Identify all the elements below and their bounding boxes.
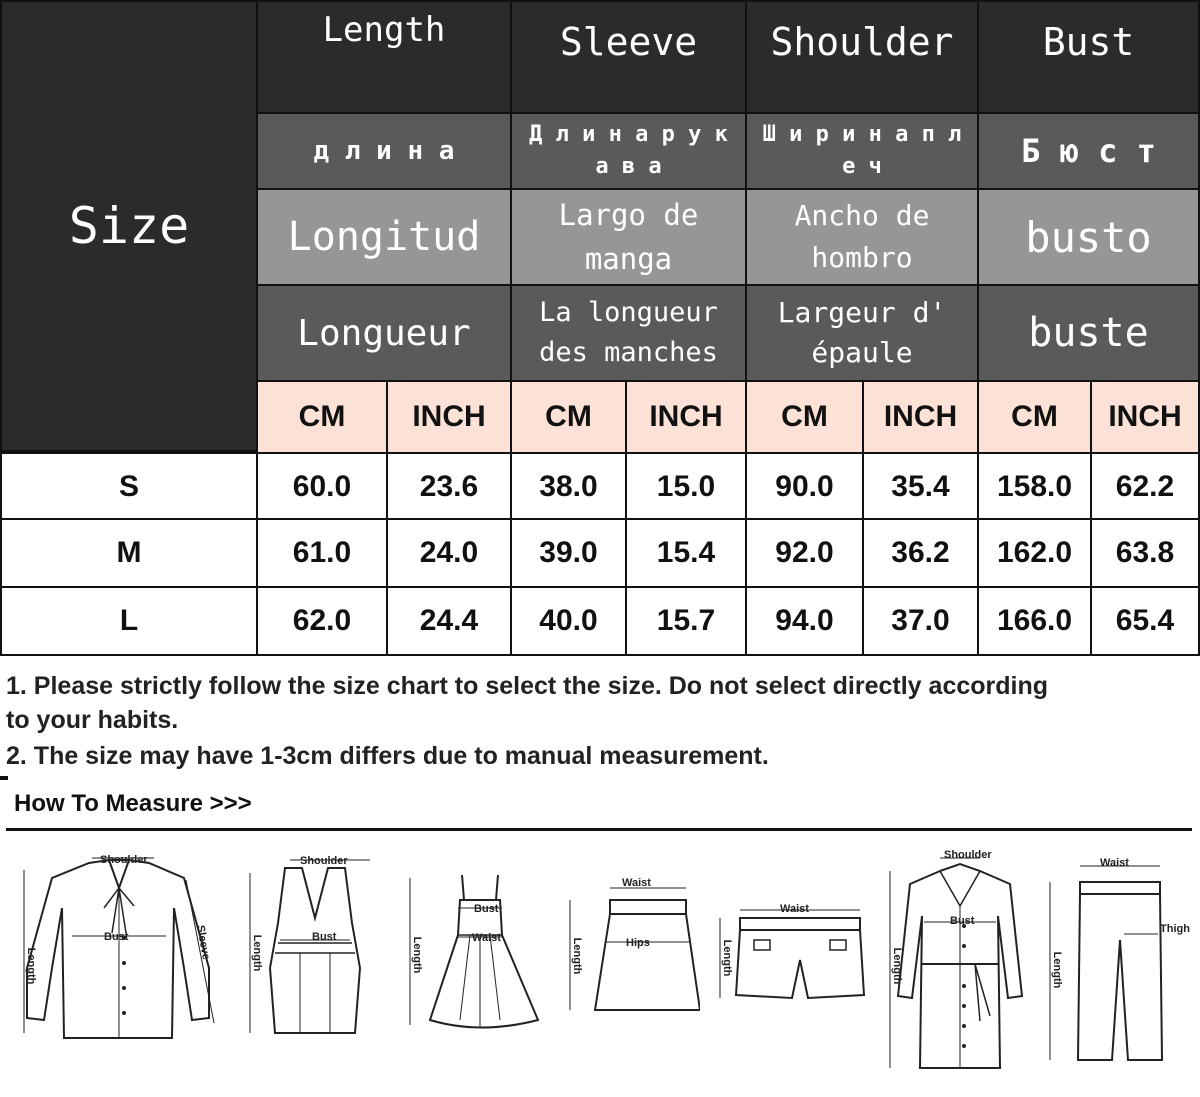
header-sleeve-es: Largo de manga <box>510 188 747 286</box>
shorts-figure <box>710 890 870 1020</box>
measurement-cell: 63.8 <box>1090 518 1200 588</box>
skirt-length-label: Length <box>571 937 583 975</box>
dress-drawing <box>400 860 550 1040</box>
size-cell: L <box>0 586 258 656</box>
header-shoulder-en: Shoulder <box>745 0 979 114</box>
header-sleeve-en: Sleeve <box>510 0 747 114</box>
coat-drawing <box>880 846 1040 1078</box>
dress-bust-label: Bust <box>474 903 499 915</box>
header-length-es: Longitud <box>256 188 512 286</box>
blouse-shoulder-label: Shoulder <box>100 854 148 866</box>
how-to-measure-rule <box>6 828 1192 831</box>
tank-bust-label: Bust <box>312 931 337 943</box>
measurement-cell: 15.7 <box>625 586 747 656</box>
header-shoulder-fr: Largeur d' épaule <box>745 284 979 382</box>
note-2: 2. The size may have 1-3cm differs due to manual measurement. <box>6 742 769 770</box>
measurement-cell: 62.0 <box>256 586 388 656</box>
dress-waist-label: Waist <box>472 932 501 944</box>
header-length-en: Length <box>256 0 512 114</box>
header-bust-en: Bust <box>977 0 1200 114</box>
size-cell: S <box>0 452 258 522</box>
blouse-figure <box>14 848 224 1048</box>
skirt-hips-label: Hips <box>626 937 650 949</box>
blouse-drawing <box>14 848 224 1048</box>
shorts-length-label: Length <box>721 939 733 977</box>
header-length-fr: Longueur <box>256 284 512 382</box>
measurement-cell: 158.0 <box>977 452 1092 522</box>
unit-shoulder-cm: CM <box>745 380 864 454</box>
measurement-cell: 23.6 <box>386 452 512 522</box>
tank-length-label: Length <box>251 934 263 972</box>
trousers-waist-label: Waist <box>1100 857 1129 869</box>
skirt-waist-label: Waist <box>622 877 651 889</box>
measurement-cell: 35.4 <box>862 452 979 522</box>
header-sleeve-ru: Д л и н а р у к а в а <box>510 112 747 190</box>
unit-length-cm: CM <box>256 380 388 454</box>
header-length-ru: д л и н а <box>256 112 512 190</box>
measurement-cell: 15.4 <box>625 518 747 588</box>
size-header: Size <box>0 0 258 452</box>
measurement-cell: 38.0 <box>510 452 627 522</box>
dress-figure <box>400 860 550 1040</box>
unit-shoulder-inch: INCH <box>862 380 979 454</box>
notes-divider <box>0 776 8 780</box>
measurement-cell: 62.2 <box>1090 452 1200 522</box>
note-1-line-1: 1. Please strictly follow the size chart to select the size. Do not select directly according <box>6 672 1049 700</box>
header-bust-fr: buste <box>977 284 1200 382</box>
measurement-cell: 37.0 <box>862 586 979 656</box>
coat-shoulder-label: Shoulder <box>944 849 992 861</box>
skirt-drawing <box>560 870 700 1020</box>
trousers-figure <box>1040 850 1195 1070</box>
how-to-measure-title: How To Measure >>> <box>14 790 252 817</box>
measurement-cell: 40.0 <box>510 586 627 656</box>
coat-bust-label: Bust <box>950 915 975 927</box>
shorts-waist-label: Waist <box>780 903 809 915</box>
unit-bust-inch: INCH <box>1090 380 1200 454</box>
tank-figure <box>240 848 390 1048</box>
dress-length-label: Length <box>411 936 423 974</box>
measurement-cell: 39.0 <box>510 518 627 588</box>
tank-drawing <box>240 848 390 1048</box>
measurement-cell: 36.2 <box>862 518 979 588</box>
header-shoulder-es: Ancho de hombro <box>745 188 979 286</box>
header-sleeve-fr: La longueur des manches <box>510 284 747 382</box>
trousers-length-label: Length <box>1051 951 1063 989</box>
tank-shoulder-label: Shoulder <box>300 855 348 867</box>
blouse-sleeve-label: Sleeve <box>194 924 212 961</box>
measurement-cell: 24.4 <box>386 586 512 656</box>
header-bust-es: busto <box>977 188 1200 286</box>
unit-sleeve-inch: INCH <box>625 380 747 454</box>
blouse-length-label: Length <box>25 947 37 985</box>
coat-figure <box>880 846 1040 1078</box>
unit-sleeve-cm: CM <box>510 380 627 454</box>
header-shoulder-ru: Ш и р и н а п л е ч <box>745 112 979 190</box>
measurement-cell: 162.0 <box>977 518 1092 588</box>
trousers-thigh-label: Thigh <box>1160 923 1190 935</box>
measurement-cell: 166.0 <box>977 586 1092 656</box>
unit-bust-cm: CM <box>977 380 1092 454</box>
shorts-drawing <box>710 890 870 1020</box>
size-cell: M <box>0 518 258 588</box>
blouse-bust-label: Bust <box>104 931 129 943</box>
measurement-cell: 90.0 <box>745 452 864 522</box>
measurement-cell: 94.0 <box>745 586 864 656</box>
unit-length-inch: INCH <box>386 380 512 454</box>
measurement-cell: 15.0 <box>625 452 747 522</box>
measurement-cell: 92.0 <box>745 518 864 588</box>
note-1-line-2: to your habits. <box>6 706 179 734</box>
measurement-cell: 61.0 <box>256 518 388 588</box>
coat-length-label: Length <box>891 947 903 985</box>
skirt-figure <box>560 870 700 1020</box>
trousers-drawing <box>1040 850 1195 1070</box>
measurement-cell: 24.0 <box>386 518 512 588</box>
header-bust-ru: Б ю с т <box>977 112 1200 190</box>
measurement-cell: 65.4 <box>1090 586 1200 656</box>
measurement-cell: 60.0 <box>256 452 388 522</box>
